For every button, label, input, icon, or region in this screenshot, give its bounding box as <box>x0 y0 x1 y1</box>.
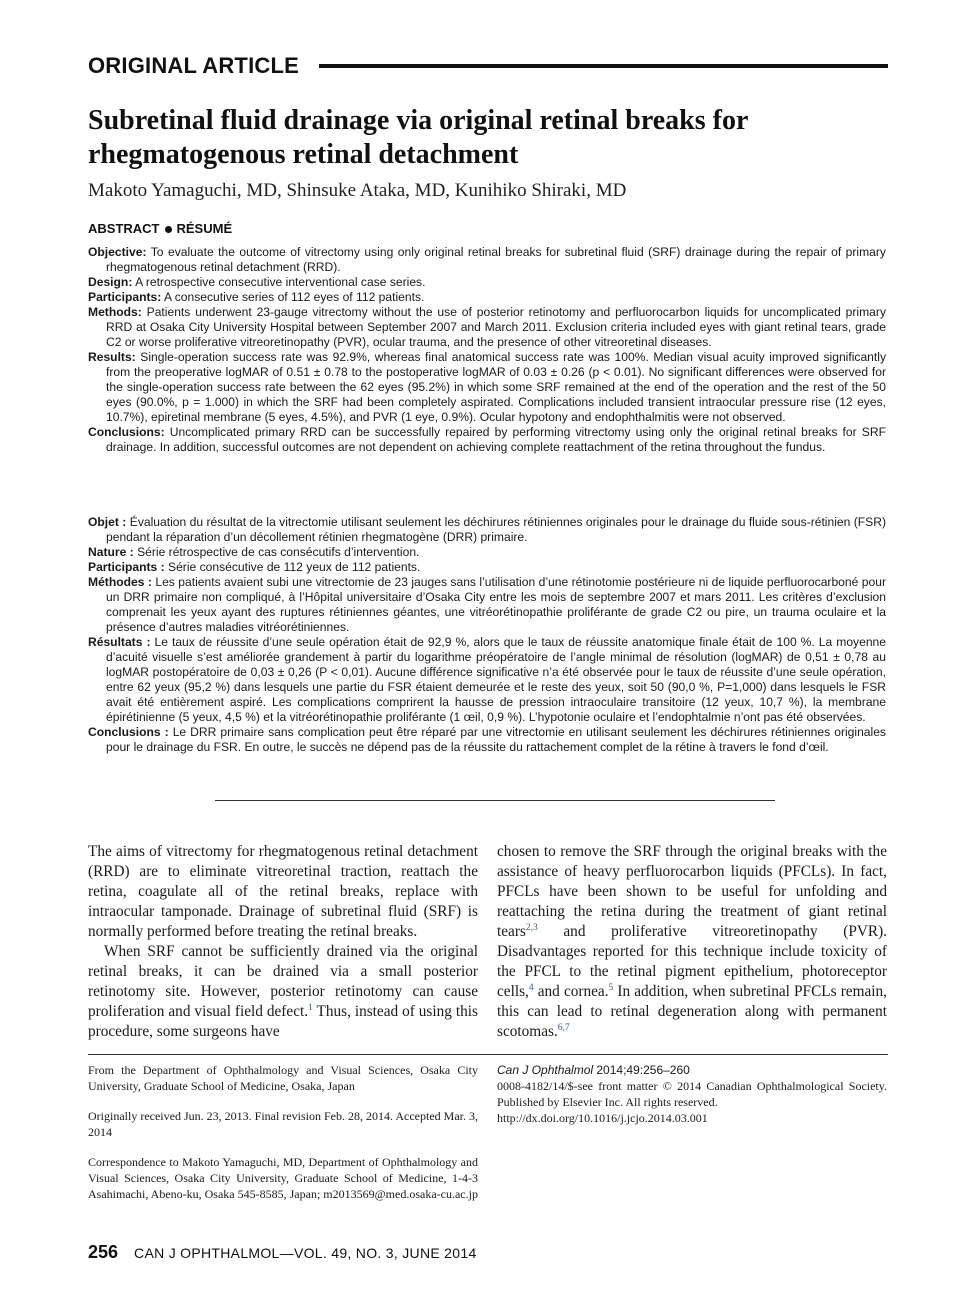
abstract-divider <box>215 800 775 801</box>
abstract-objective: Objective: To evaluate the outcome of vitrectomy using only original retinal breaks for subretinal fluid (SRF) drainage during the repair of primary rhegmatogenous retinal detachment (RRD). <box>88 245 886 274</box>
abstract-methods: Methods: Patients underwent 23-gauge vitrectomy without the use of posterior retinotomy and perfluorocarbon liquids for uncomplicated primary RRD at Osaka City University Hospital between September 2007 and March 2011. Exclusion criteria included eyes with giant retinal tears, grade C2 or worse proliferative vitreoretinopathy (PVR), ocular trauma, and the presence of other vitreoretinal diseases. <box>88 305 886 349</box>
resume-nature: Nature : Série rétrospective de cas consécutifs d’intervention. <box>88 545 420 559</box>
body-column-right <box>497 842 887 1042</box>
resume-conclusions: Conclusions : Le DRR primaire sans complication peut être réparé par une vitrectomie en utilisant seulement les déchirures rétiniennes originales pour le drainage du FSR. En outre, le succès ne dépend pas de la réussite du rattachement complet de la rétine à travers le fond d’œil. <box>88 725 886 754</box>
abstract-heading-english: ABSTRACT <box>88 221 160 236</box>
reference-link[interactable]: 6,7 <box>557 1022 570 1033</box>
article-authors: Makoto Yamaguchi, MD, Shinsuke Ataka, MD, Kunihiko Shiraki, MD <box>88 180 627 201</box>
header-rule <box>319 64 888 68</box>
article-title: Subretinal fluid drainage via original retinal breaks for rhegmatogenous retinal detachment <box>88 105 748 170</box>
reference-link[interactable]: 2,3 <box>525 922 538 933</box>
abstract-heading-french: RÉSUMÉ <box>176 221 233 236</box>
reference-link[interactable]: 4 <box>528 982 534 993</box>
body-paragraph: When SRF cannot be sufficiently drained via the original retinal breaks, it can be drained via a small posterior retinotomy site. However, posterior retinotomy can cause proliferation and visual field defect.$^1$ Thus, instead of using this procedure, some surgeons have <box>88 943 478 1040</box>
abstract-conclusions: Conclusions: Uncomplicated primary RRD can be successfully repaired by performing vitrectomy using only the original retinal breaks for SRF drainage. In addition, successful outcomes are not dependent on achieving complete reattachment of the retina throughout the fundus. <box>88 425 886 454</box>
correspondence-note: Correspondence to Makoto Yamaguchi, MD, Department of Ophthalmology and Visual Sciences, Osaka City University, Graduate School of Medicine, 1-4-3 Asahimachi, Abeno-ku, Osaka 545-8585, Japan; m2013569@med.osaka-cu.ac.jp <box>88 1155 478 1201</box>
doi-link[interactable]: http://dx.doi.org/10.1016/j.jcjo.2014.03.001 <box>497 1111 708 1125</box>
copyright-note: 0008-4182/14/$-see front matter © 2014 Canadian Ophthalmological Society. Published by Elsevier Inc. All rights reserved. http://dx.doi.org/10.1016/j.jcjo.2014.03.001 <box>497 1079 887 1125</box>
abstract-heading <box>88 221 232 236</box>
abstract-results: Results: Single-operation success rate was 92.9%, whereas final anatomical success rate was 100%. Median visual acuity improved significantly from the preoperative logMAR of 0.51 ± 0.78 to the postoperative logMAR of 0.03 ± 0.26 (p < 0.01). No significant differences were observed for the single-operation success rate between the 62 eyes (95.2%) in which some SRF remained at the end of the operation and the rest of the 50 eyes (90.0%, p = 1.000) in which the SRF had been completely aspirated. Complications included transient intraocular pressure rise (12 eyes, 10.7%), epiretinal membrane (5 eyes, 4.5%), and PVR (1 eye, 0.9%). Ocular hypotony and endophthalmitis were not observed. <box>88 350 886 424</box>
resume-resultats: Résultats : Le taux de réussite d’une seule opération était de 92,9 %, alors que le taux de réussite anatomique finale était de 100 %. La moyenne d’acuité visuelle s’est améliorée grandement à partir du logarithme préopératoire de l’angle minimal de résolution (logMAR) de 0,51 ± 0,78 au logMAR postopératoire de 0,03 ± 0,26 (P < 0,01). Aucune différence significative n’a été observée pour le taux de réussite d’une seule opération, entre 62 yeux (95,2 %) dans lesquels une partie du FSR étaient demeurée et le reste des yeux, soit 50 (90,0 %, P=1,000) dans lesquels le FSR avait été entièrement aspiré. Les complications comprirent la hausse de pression intraoculaire transitoire (12 yeux, 10,7 %), la membrane épirétinienne (5 yeux, 4,5 %) et la vitréorétinopathie proliférante (1 œil, 0,9 %). L’hypotonie oculaire et l’endophtalmie n’ont pas été observées. <box>88 635 886 724</box>
received-note: Originally received Jun. 23, 2013. Final revision Feb. 28, 2014. Accepted Mar. 3, 2014 <box>88 1109 478 1139</box>
resume-participants: Participants : Série consécutive de 112 yeux de 112 patients. <box>88 560 421 574</box>
abstract-english <box>88 245 886 455</box>
resume-objet: Objet : Évaluation du résultat de la vitrectomie utilisant seulement les déchirures rétiniennes originales pour le drainage du fluide sous-rétinien (FSR) pendant la réparation d’un décollement rétinien rhegmatogène (DRR) primaire. <box>88 515 886 544</box>
section-label: ORIGINAL ARTICLE <box>88 53 299 78</box>
reference-link[interactable]: 1 <box>308 1002 313 1013</box>
body-column-left <box>88 842 478 1042</box>
body-paragraph: The aims of vitrectomy for rhegmatogenous retinal detachment (RRD) are to eliminate vitreoretinal traction, reattach the retina, coagulate all of the retinal breaks, replace with intraocular tamponade. Drainage of subretinal fluid (SRF) is normally performed before treating the retinal breaks. <box>88 843 478 940</box>
footnote-divider <box>88 1054 888 1055</box>
page-number: 256 <box>88 1242 119 1262</box>
footnotes-right <box>497 1062 887 1126</box>
abstract-participants: Participants: A consecutive series of 112 eyes of 112 patients. <box>88 290 425 304</box>
bullet-dot-icon <box>165 226 172 233</box>
abstract-french <box>88 515 886 755</box>
affiliation-note: From the Department of Ophthalmology and Visual Sciences, Osaka City University, Graduate School of Medicine, Osaka, Japan <box>88 1063 478 1093</box>
page-footer <box>88 1242 477 1263</box>
running-footer: CAN J OPHTHALMOL—VOL. 49, NO. 3, JUNE 2014 <box>134 1245 477 1261</box>
footnotes-left <box>88 1062 478 1216</box>
body-paragraph: chosen to remove the SRF through the original breaks with the assistance of heavy perfluorocarbon liquids (PFCLs). In fact, PFCLs have been shown to be useful for unfolding and reattaching the retina during the treatment of giant retinal tears$^{2,3}$ and proliferative vitreoretinopathy (PVR). Disadvantages reported for this technique include toxicity of the PFCL to the retinal pigment epithelium, photoreceptor cells,$^4$ and cornea.$^5$ In addition, when subretinal PFCLs remain, this can lead to retinal degeneration along with permanent scotomas.$^{6,7}$ <box>497 843 887 1040</box>
reference-link[interactable]: 5 <box>608 982 614 993</box>
abstract-design: Design: A retrospective consecutive interventional case series. <box>88 275 426 289</box>
resume-methodes: Méthodes : Les patients avaient subi une vitrectomie de 23 jauges sans l’utilisation d’une rétinotomie postérieure ni de liquide perfluorocarboné pour un DRR primaire non compliqué, à l’Hôpital universitaire d’Osaka City entre les mois de septembre 2007 et mars 2011. Les critères d’exclusion comprenait les yeux ayant des ruptures rétiniennes géantes, une vitréorétinopathie proliférante de grade C2 ou pire, un trauma oculaire et la présence d’autres maladies vitréorétiniennes. <box>88 575 886 634</box>
journal-citation: Can J Ophthalmol 2014;49:256–260 <box>497 1063 690 1077</box>
section-header <box>88 52 888 80</box>
